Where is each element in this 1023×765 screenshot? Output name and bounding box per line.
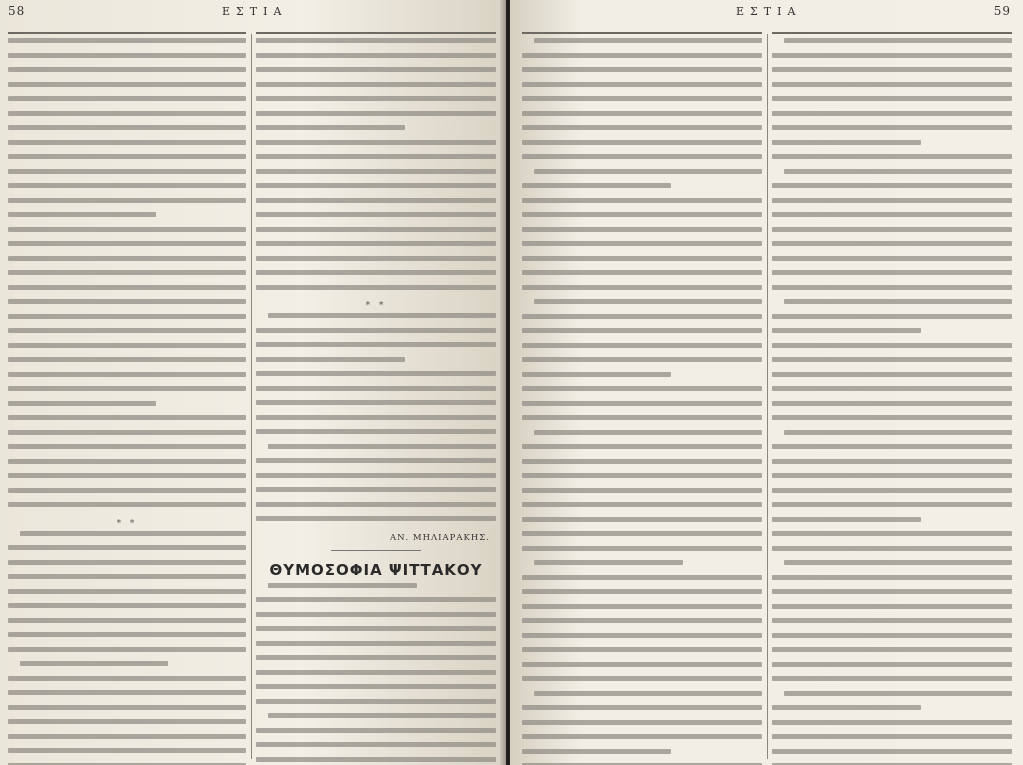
text-block xyxy=(256,583,496,765)
text-line xyxy=(772,270,1012,275)
text-line xyxy=(8,227,246,232)
text-line xyxy=(772,459,1012,464)
text-line xyxy=(256,641,496,646)
text-line xyxy=(8,748,246,753)
text-line xyxy=(8,459,246,464)
text-line xyxy=(522,415,762,420)
text-line xyxy=(8,169,246,174)
text-line xyxy=(522,734,762,739)
text-line xyxy=(8,82,246,87)
text-line xyxy=(522,256,762,261)
text-line xyxy=(256,597,496,602)
text-line xyxy=(522,314,762,319)
text-line xyxy=(256,473,496,478)
text-line xyxy=(772,401,1012,406)
text-line xyxy=(20,661,168,666)
text-line xyxy=(522,372,671,377)
text-line xyxy=(522,227,762,232)
text-line xyxy=(772,212,1012,217)
left-running-head: ΕΣΤΙΑ xyxy=(222,5,288,18)
text-line xyxy=(256,96,496,101)
right-page-column-1 xyxy=(522,32,762,759)
text-line xyxy=(772,256,1012,261)
text-line xyxy=(522,343,762,348)
text-line xyxy=(8,96,246,101)
text-line xyxy=(268,313,496,318)
text-line xyxy=(256,429,496,434)
text-line xyxy=(8,690,246,695)
right-page xyxy=(510,0,1023,765)
text-line xyxy=(256,655,496,660)
left-page-column-2 xyxy=(256,32,496,759)
text-line xyxy=(8,357,246,362)
text-line xyxy=(8,401,156,406)
text-line xyxy=(522,633,762,638)
text-line xyxy=(256,670,496,675)
text-line xyxy=(256,386,496,391)
text-line xyxy=(256,67,496,72)
text-line xyxy=(522,531,762,536)
text-line xyxy=(522,647,762,652)
text-line xyxy=(772,328,921,333)
text-line xyxy=(20,531,246,536)
text-line xyxy=(772,618,1012,623)
text-line xyxy=(256,82,496,87)
text-line xyxy=(8,154,246,159)
text-line xyxy=(772,488,1012,493)
text-line xyxy=(534,38,762,43)
text-line xyxy=(772,154,1012,159)
text-line xyxy=(268,583,417,588)
text-line xyxy=(256,285,496,290)
text-line xyxy=(256,111,496,116)
text-line xyxy=(534,430,762,435)
text-line xyxy=(772,676,1012,681)
text-line xyxy=(772,111,1012,116)
text-line xyxy=(772,575,1012,580)
text-line xyxy=(8,705,246,710)
text-line xyxy=(772,285,1012,290)
text-line xyxy=(256,241,496,246)
text-line xyxy=(522,183,671,188)
text-line xyxy=(522,473,762,478)
text-line xyxy=(772,720,1012,725)
text-line xyxy=(256,212,496,217)
text-line xyxy=(772,82,1012,87)
text-line xyxy=(522,459,762,464)
text-line xyxy=(256,328,496,333)
text-line xyxy=(772,647,1012,652)
text-line xyxy=(522,125,762,130)
text-line xyxy=(256,125,405,130)
text-line xyxy=(522,749,671,754)
text-line xyxy=(772,604,1012,609)
section-stars: * * xyxy=(116,518,138,529)
text-line xyxy=(256,270,496,275)
text-line xyxy=(256,699,496,704)
text-line xyxy=(256,757,496,762)
text-line xyxy=(8,386,246,391)
text-line xyxy=(256,357,405,362)
text-line xyxy=(256,516,496,521)
text-line xyxy=(522,386,762,391)
right-page-column-2 xyxy=(772,32,1012,759)
text-line xyxy=(772,749,1012,754)
text-line xyxy=(772,372,1012,377)
text-line xyxy=(522,546,762,551)
text-line xyxy=(8,343,246,348)
right-page-number: 59 xyxy=(993,4,1011,18)
text-line xyxy=(8,241,246,246)
text-line xyxy=(8,560,246,565)
text-line xyxy=(522,241,762,246)
text-line xyxy=(772,633,1012,638)
text-line xyxy=(256,742,496,747)
text-line xyxy=(522,488,762,493)
text-line xyxy=(8,53,246,58)
text-line xyxy=(256,487,496,492)
text-line xyxy=(522,517,762,522)
text-line xyxy=(772,125,1012,130)
text-line xyxy=(522,401,762,406)
text-line xyxy=(8,198,246,203)
text-line xyxy=(256,227,496,232)
text-line xyxy=(772,546,1012,551)
text-line xyxy=(8,111,246,116)
text-line xyxy=(522,662,762,667)
text-line xyxy=(522,154,762,159)
text-line xyxy=(8,444,246,449)
section-title: ΘΥΜΟΣΟΦΙΑ ΨΙΤΤΑΚΟΥ xyxy=(269,560,483,579)
text-line xyxy=(784,169,1012,174)
text-line xyxy=(8,632,246,637)
text-line xyxy=(522,111,762,116)
text-line xyxy=(522,82,762,87)
text-line xyxy=(8,618,246,623)
text-line xyxy=(522,502,762,507)
text-line xyxy=(772,502,1012,507)
text-line xyxy=(256,415,496,420)
text-line xyxy=(8,603,246,608)
text-line xyxy=(772,183,1012,188)
text-line xyxy=(8,256,246,261)
text-line xyxy=(522,604,762,609)
text-line xyxy=(534,560,683,565)
text-line xyxy=(8,488,246,493)
text-line xyxy=(522,705,762,710)
text-line xyxy=(8,647,246,652)
text-line xyxy=(522,285,762,290)
section-divider xyxy=(256,545,496,557)
right-running-head: ΕΣΤΙΑ xyxy=(736,5,802,18)
text-line xyxy=(522,589,762,594)
text-line xyxy=(772,386,1012,391)
text-line xyxy=(256,169,496,174)
text-line xyxy=(256,728,496,733)
text-line xyxy=(256,626,496,631)
text-line xyxy=(772,343,1012,348)
text-line xyxy=(772,314,1012,319)
text-line xyxy=(256,256,496,261)
text-line xyxy=(522,67,762,72)
text-line xyxy=(256,154,496,159)
text-line xyxy=(522,96,762,101)
text-line xyxy=(8,38,246,43)
text-line xyxy=(772,357,1012,362)
text-line xyxy=(256,458,496,463)
text-line xyxy=(522,720,762,725)
text-line xyxy=(256,612,496,617)
text-line xyxy=(772,734,1012,739)
text-line xyxy=(772,227,1012,232)
text-line xyxy=(522,53,762,58)
text-line xyxy=(772,705,921,710)
text-line xyxy=(8,314,246,319)
left-page-number: 58 xyxy=(8,4,26,18)
text-line xyxy=(772,444,1012,449)
text-line xyxy=(772,53,1012,58)
text-line xyxy=(522,328,762,333)
text-line xyxy=(522,444,762,449)
text-line xyxy=(256,53,496,58)
column-rule xyxy=(251,34,252,759)
text-line xyxy=(8,328,246,333)
text-line xyxy=(256,502,496,507)
text-line xyxy=(8,502,246,507)
text-line xyxy=(256,371,496,376)
text-line xyxy=(772,531,1012,536)
text-line xyxy=(8,430,246,435)
column-rule xyxy=(767,34,768,759)
text-block xyxy=(256,38,496,290)
text-line xyxy=(784,691,1012,696)
text-line xyxy=(8,67,246,72)
text-line xyxy=(772,96,1012,101)
text-block xyxy=(522,38,762,765)
text-line xyxy=(522,575,762,580)
text-block xyxy=(256,313,496,521)
text-block xyxy=(8,38,246,507)
text-line xyxy=(522,140,762,145)
text-line xyxy=(534,299,762,304)
text-line xyxy=(772,198,1012,203)
text-line xyxy=(772,517,921,522)
text-line xyxy=(534,691,762,696)
text-line xyxy=(772,67,1012,72)
text-line xyxy=(522,676,762,681)
text-line xyxy=(784,38,1012,43)
text-block xyxy=(772,38,1012,765)
text-line xyxy=(772,473,1012,478)
text-line xyxy=(522,198,762,203)
text-block xyxy=(8,531,246,765)
text-line xyxy=(522,270,762,275)
text-line xyxy=(268,444,496,449)
text-line xyxy=(522,357,762,362)
text-line xyxy=(8,140,246,145)
text-line xyxy=(784,560,1012,565)
text-line xyxy=(256,140,496,145)
text-line xyxy=(256,684,496,689)
left-page xyxy=(0,0,506,765)
text-line xyxy=(8,734,246,739)
text-line xyxy=(8,574,246,579)
text-line xyxy=(8,719,246,724)
text-line xyxy=(534,169,762,174)
text-line xyxy=(772,415,1012,420)
text-line xyxy=(8,473,246,478)
text-line xyxy=(8,285,246,290)
text-line xyxy=(522,212,762,217)
text-line xyxy=(522,618,762,623)
text-line xyxy=(772,241,1012,246)
section-stars: * * xyxy=(365,301,387,311)
text-line xyxy=(8,270,246,275)
text-line xyxy=(8,676,246,681)
text-line xyxy=(256,198,496,203)
text-line xyxy=(8,372,246,377)
text-line xyxy=(8,299,246,304)
text-line xyxy=(8,415,246,420)
text-line xyxy=(8,125,246,130)
text-line xyxy=(268,713,496,718)
text-line xyxy=(256,400,496,405)
text-line xyxy=(8,183,246,188)
article-signature: ΑΝ. ΜΗΛΙΑΡΑΚΗΣ. xyxy=(389,532,490,543)
text-line xyxy=(784,430,1012,435)
text-line xyxy=(256,38,496,43)
text-line xyxy=(772,589,1012,594)
text-line xyxy=(772,662,1012,667)
text-line xyxy=(772,140,921,145)
text-line xyxy=(784,299,1012,304)
text-line xyxy=(8,545,246,550)
text-line xyxy=(8,212,156,217)
text-line xyxy=(256,342,496,347)
text-line xyxy=(256,183,496,188)
left-page-column-1 xyxy=(8,32,246,759)
text-line xyxy=(8,589,246,594)
